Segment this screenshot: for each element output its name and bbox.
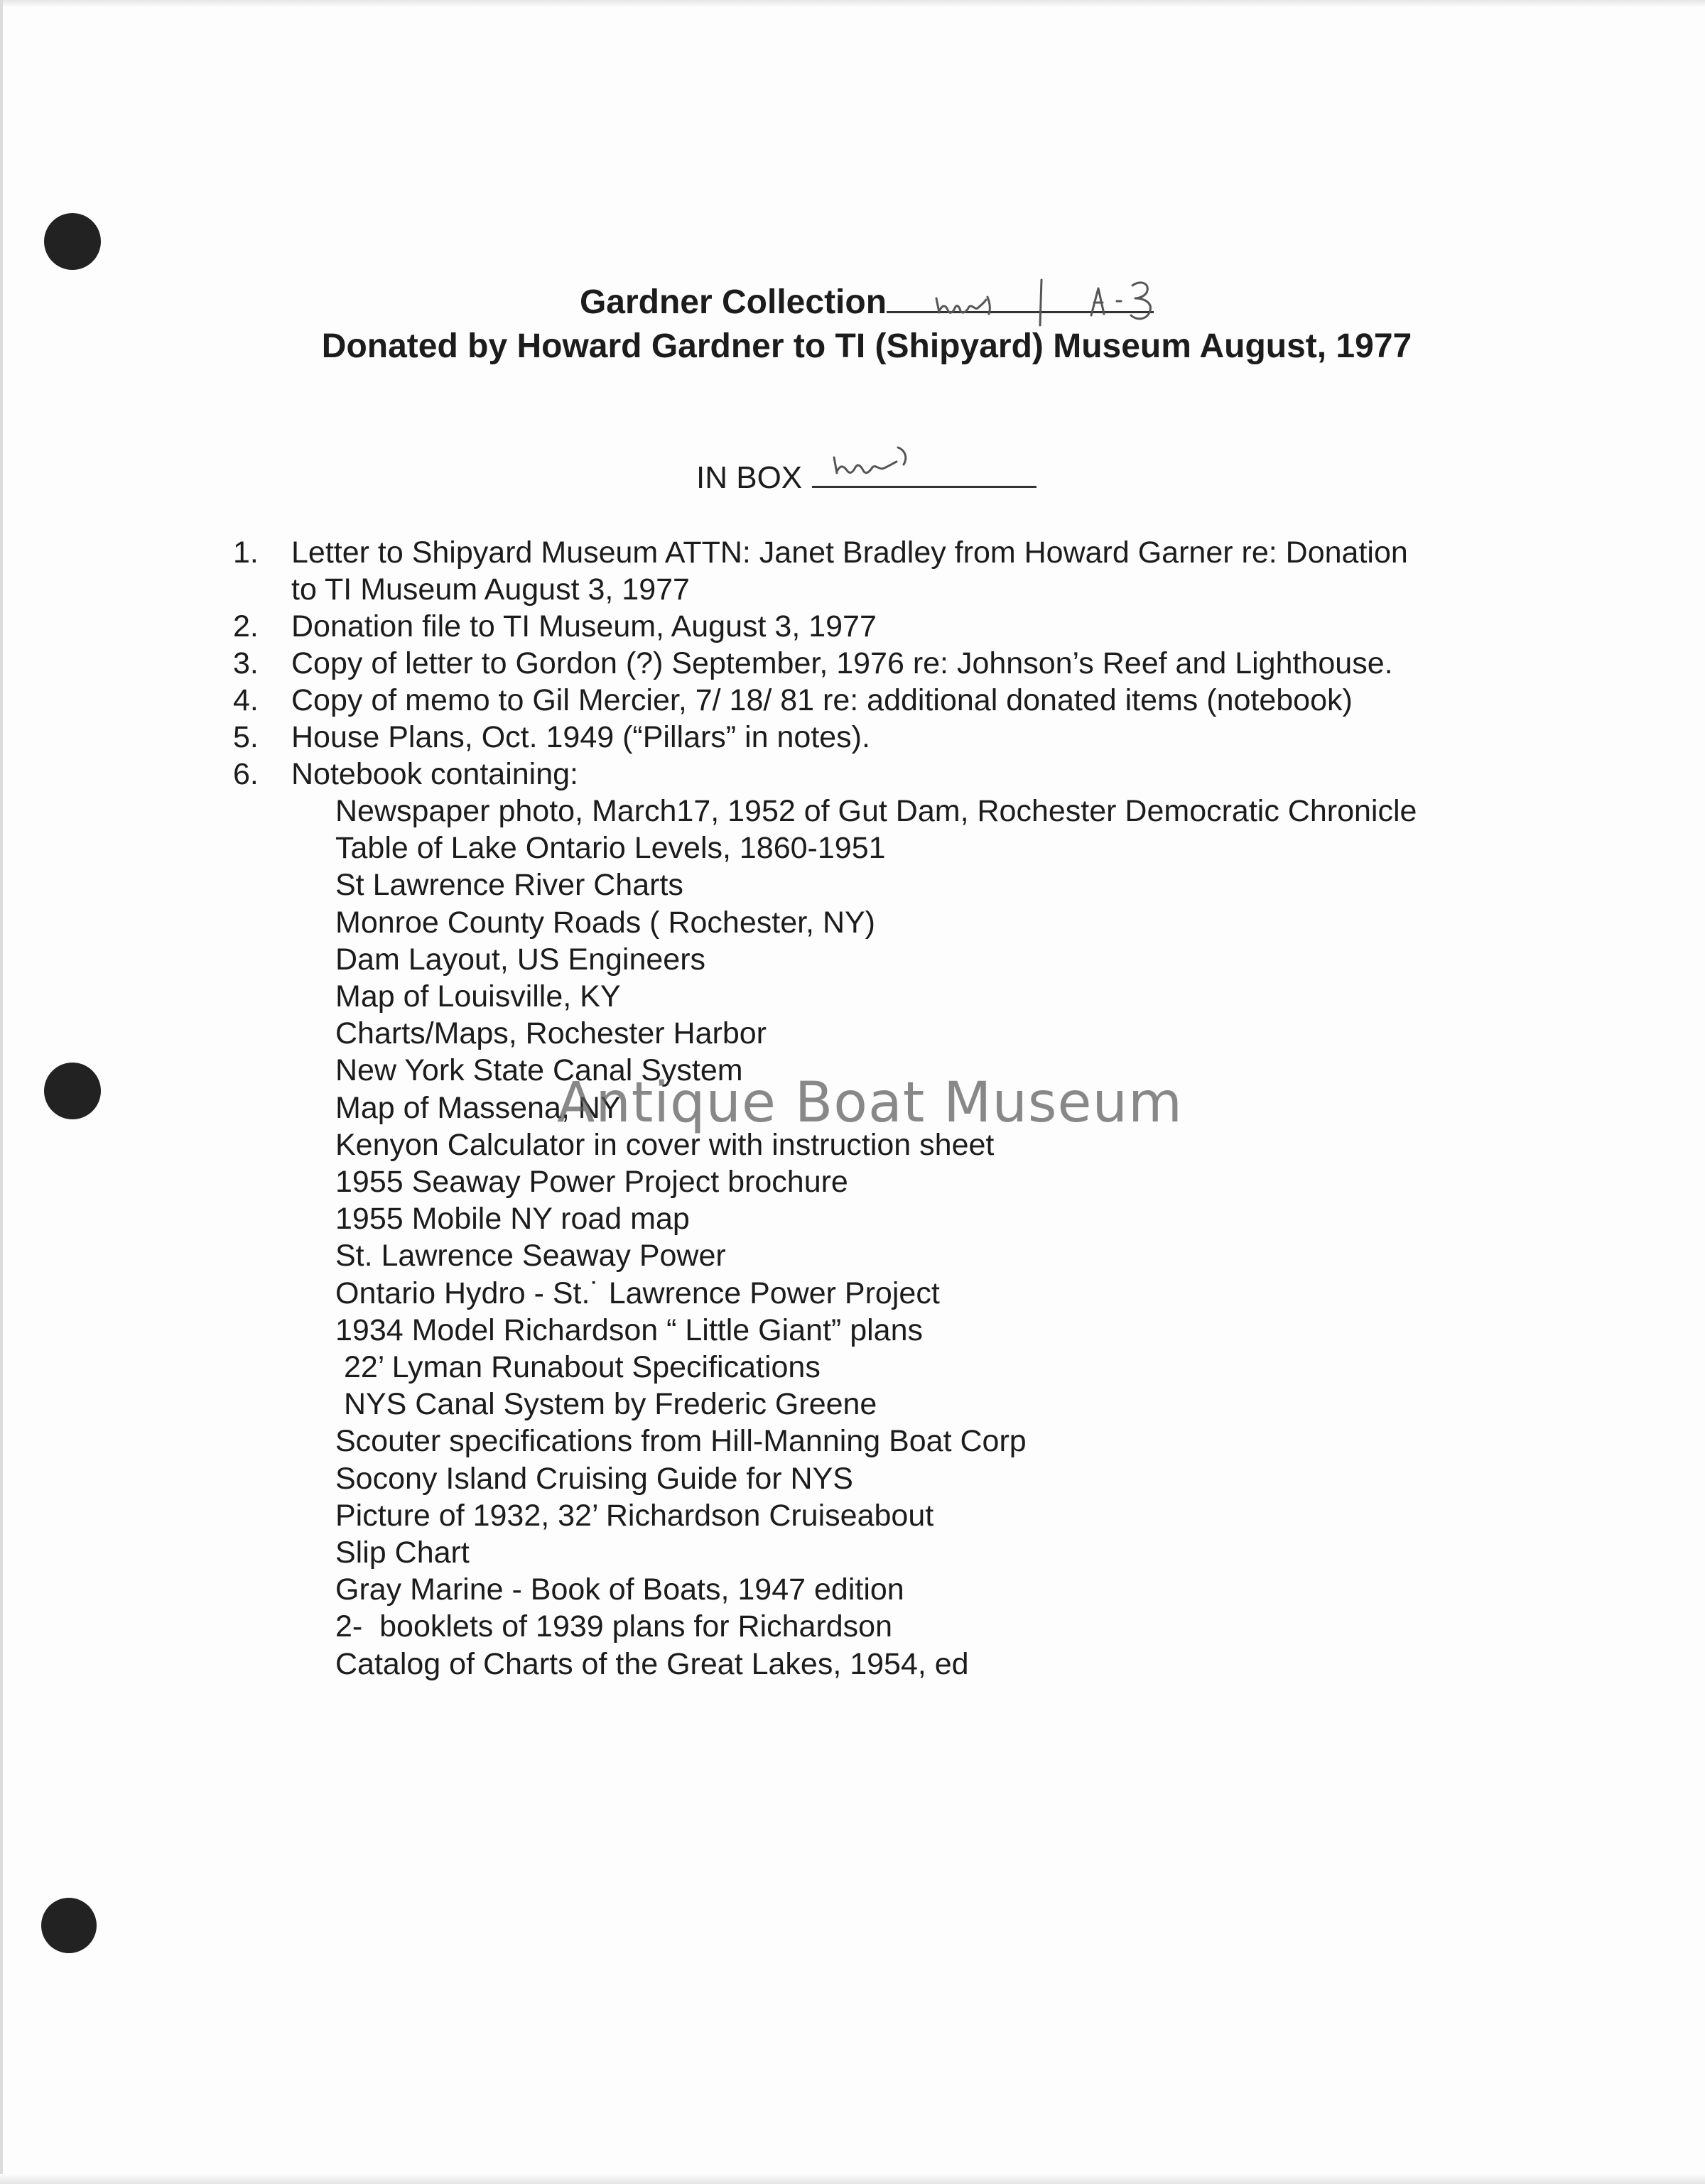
notebook-item: Slip Chart [335, 1536, 470, 1570]
item-text: Donation file to TI Museum, August 3, 1977 [291, 609, 877, 643]
punch-hole-middle [44, 1063, 101, 1119]
collection-title: Gardner Collection [579, 283, 887, 321]
punch-hole-top [44, 213, 101, 270]
notebook-item: 1934 Model Richardson “ Little Giant” plans [335, 1313, 923, 1347]
notebook-item: Table of Lake Ontario Levels, 1860-1951 [335, 831, 886, 866]
item-number: 1. [233, 536, 259, 570]
item-text: to TI Museum August 3, 1977 [291, 572, 690, 607]
collection-title-line [0, 283, 1705, 322]
handwritten-box-code [828, 442, 956, 486]
notebook-item: Socony Island Cruising Guide for NYS [335, 1461, 853, 1496]
notebook-item: New York State Canal System [335, 1053, 743, 1088]
item-number: 4. [233, 683, 259, 717]
item-text: Notebook containing: [291, 757, 579, 791]
notebook-item: Ontario Hydro - St.˙ Lawrence Power Project [335, 1276, 940, 1310]
list-item [233, 534, 1417, 608]
donation-subtitle: Donated by Howard Gardner to TI (Shipyard) Museum August, 1977 [321, 327, 1412, 365]
notebook-item: Newspaper photo, March17, 1952 of Gut Dam, Rochester Democratic Chronicle [335, 794, 1417, 828]
notebook-item: 1955 Mobile NY road map [335, 1202, 690, 1237]
notebook-item: 22’ Lyman Runabout Specifications [335, 1350, 821, 1385]
notebook-item: Dam Layout, US Engineers [335, 942, 706, 977]
museum-watermark: Antique Boat Museum [557, 1071, 1183, 1135]
notebook-item: Charts/Maps, Rochester Harbor [335, 1016, 767, 1051]
punch-hole-bottom [41, 1898, 97, 1953]
page-edge-top [0, 0, 1705, 7]
list-item [233, 756, 1417, 1683]
notebook-item: Map of Louisville, KY [335, 979, 621, 1014]
notebook-item: Picture of 1932, 32’ Richardson Cruiseabout [335, 1498, 934, 1533]
notebook-item: Catalog of Charts of the Great Lakes, 1954, ed [335, 1646, 969, 1681]
item-number: 5. [233, 720, 259, 754]
notebook-item: Kenyon Calculator in cover with instruction sheet [335, 1127, 995, 1162]
notebook-item: St Lawrence River Charts [335, 868, 683, 903]
notebook-item: Gray Marine - Book of Boats, 1947 edition [335, 1572, 904, 1607]
item-number: 3. [233, 646, 259, 680]
list-item [233, 719, 1417, 756]
item-text: Copy of letter to Gordon (?) September, 1976 re: Johnson’s Reef and Lighthouse. [291, 646, 1393, 680]
list-item [233, 645, 1417, 682]
item-text: Letter to Shipyard Museum ATTN: Janet Bradley from Howard Garner re: Donation [291, 536, 1408, 570]
handwritten-collection-code [931, 273, 1186, 331]
item-text: Copy of memo to Gil Mercier, 7/ 18/ 81 re: additional donated items (notebook) [291, 683, 1353, 717]
notebook-contents-list [291, 793, 1417, 1683]
notebook-item: 1955 Seaway Power Project brochure [335, 1165, 848, 1200]
item-number: 6. [233, 757, 259, 791]
list-item [233, 608, 1417, 645]
item-number: 2. [233, 609, 259, 643]
notebook-item: NYS Canal System by Frederic Greene [335, 1387, 877, 1422]
notebook-item: Scouter specifications from Hill-Manning Boat Corp [335, 1424, 1027, 1459]
notebook-item: Monroe County Roads ( Rochester, NY) [335, 905, 875, 940]
notebook-item: St. Lawrence Seaway Power [335, 1239, 726, 1273]
list-item [233, 682, 1417, 719]
notebook-item: 2- booklets of 1939 plans for Richardson [335, 1609, 893, 1644]
in-box-label: IN BOX [696, 460, 803, 495]
page-edge-bottom [0, 2174, 1705, 2184]
item-text: House Plans, Oct. 1949 (“Pillars” in notes). [291, 720, 870, 754]
notebook-item: Map of Massena, NY [335, 1090, 621, 1125]
